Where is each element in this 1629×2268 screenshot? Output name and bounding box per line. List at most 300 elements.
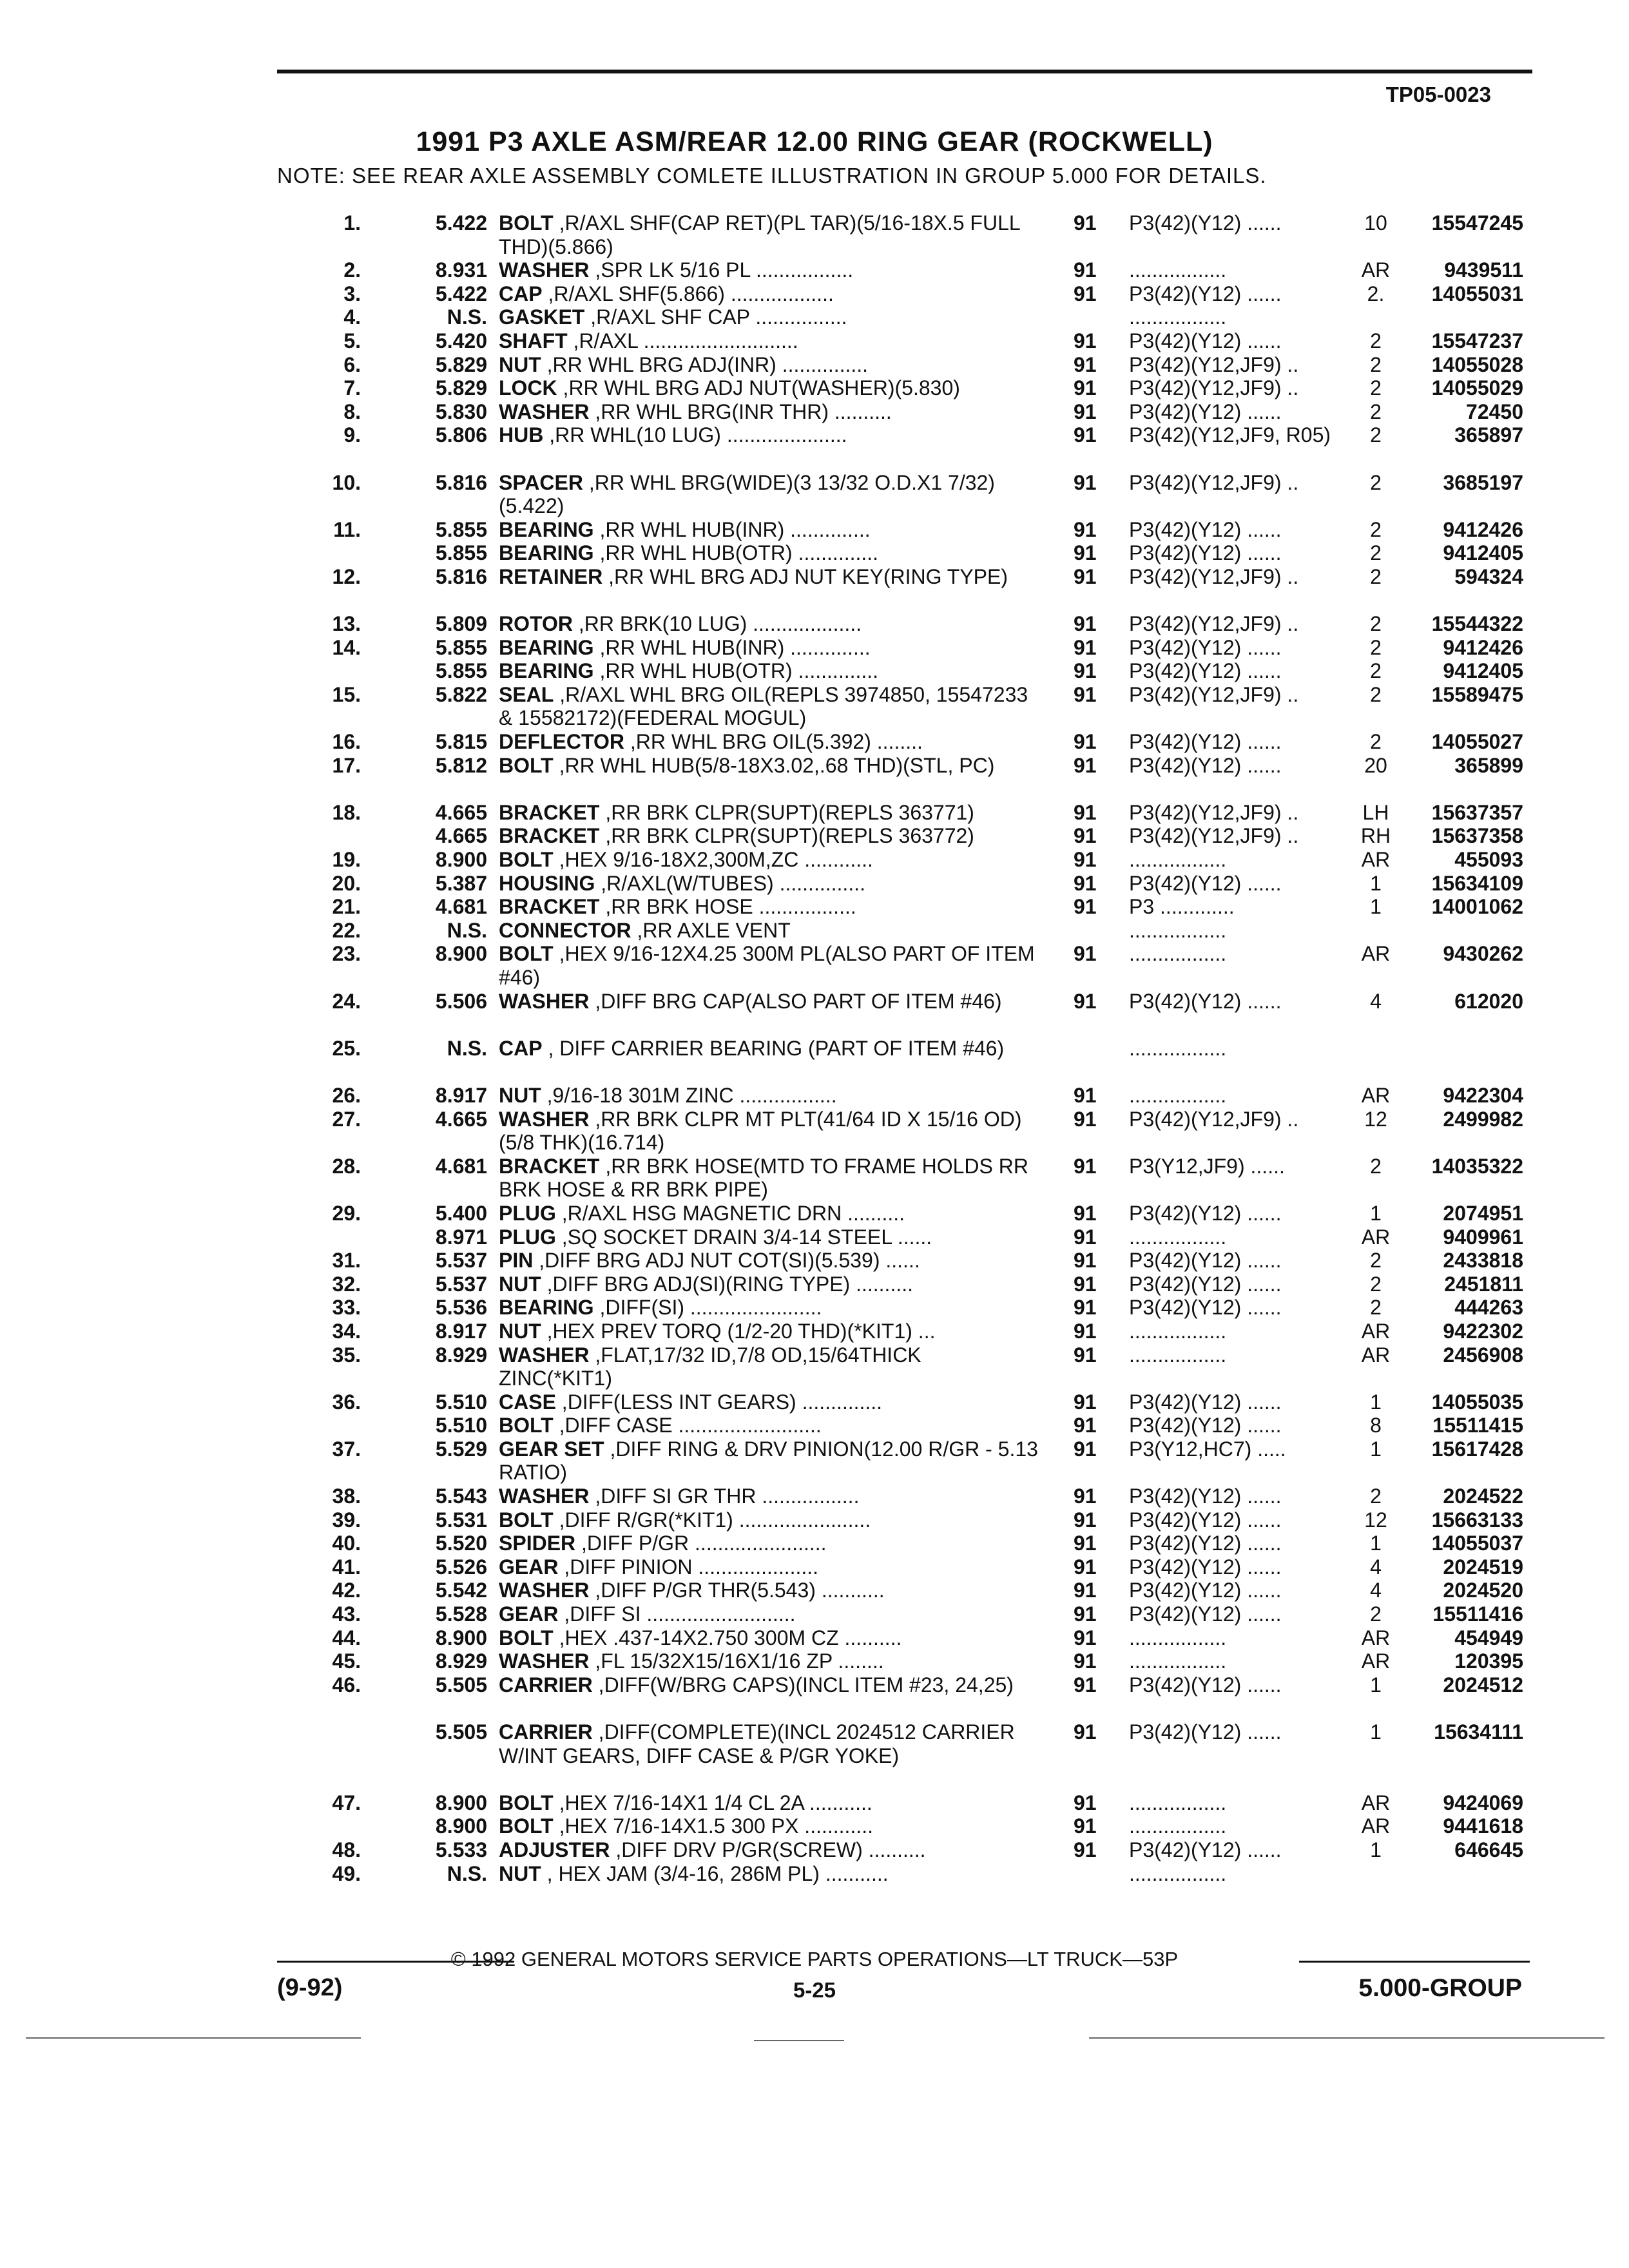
item-number: 28. xyxy=(332,1154,361,1178)
item-number: 29. xyxy=(332,1201,361,1225)
quantity: 2 xyxy=(1370,635,1382,659)
part-name: GEAR xyxy=(499,1602,559,1626)
scan-line xyxy=(26,2037,361,2039)
part-name: BEARING xyxy=(499,517,594,541)
model-year: 91 xyxy=(1074,824,1097,848)
model-year: 91 xyxy=(1074,682,1097,706)
item-number: 35. xyxy=(332,1343,361,1367)
table-row xyxy=(0,282,1629,306)
part-name: SPACER xyxy=(499,470,583,494)
ref-number: 4.665 xyxy=(435,824,487,848)
ref-number: 5.537 xyxy=(435,1249,487,1273)
item-number: 8. xyxy=(343,399,361,423)
part-detail: ,HEX 7/16-14X1.5 300 PX ............ xyxy=(553,1814,873,1838)
part-detail: ,DIFF(LESS INT GEARS) .............. xyxy=(555,1390,883,1414)
item-number: 6. xyxy=(343,352,361,376)
model-year: 91 xyxy=(1074,1508,1097,1532)
item-number: 27. xyxy=(332,1107,361,1131)
ref-number: N.S. xyxy=(447,1036,487,1060)
ref-number: 5.505 xyxy=(435,1720,487,1744)
model-year: 91 xyxy=(1074,1414,1097,1437)
application: ................. xyxy=(1129,1319,1227,1343)
application: P3(42)(Y12,JF9, R05) xyxy=(1129,423,1331,447)
table-row xyxy=(0,1108,1629,1155)
table-row xyxy=(0,1532,1629,1555)
part-name: PIN xyxy=(499,1249,534,1273)
table-row xyxy=(0,1626,1629,1650)
ref-number: 5.510 xyxy=(435,1390,487,1414)
ref-number: 8.900 xyxy=(435,848,487,872)
application: ................. xyxy=(1129,1814,1227,1838)
description xyxy=(499,1273,1040,1296)
part-number: 9412426 xyxy=(1443,517,1523,541)
part-detail: ,HEX 7/16-14X1 1/4 CL 2A ........... xyxy=(553,1791,872,1814)
part-detail: ,HEX 9/16-18X2,300M,ZC ............ xyxy=(553,848,873,872)
application: P3(42)(Y12) ...... xyxy=(1129,1485,1282,1508)
description xyxy=(499,801,1040,825)
application: P3(42)(Y12,JF9) .. xyxy=(1129,800,1299,824)
table-row xyxy=(0,1579,1629,1602)
quantity: AR xyxy=(1361,1649,1391,1673)
table-row xyxy=(0,1390,1629,1414)
table-row xyxy=(0,1838,1629,1862)
description xyxy=(499,1838,1040,1862)
table-row xyxy=(0,683,1629,730)
part-detail: ,DIFF BRG ADJ(SI)(RING TYPE) .......... xyxy=(541,1272,913,1296)
part-name: BEARING xyxy=(499,635,594,659)
quantity: AR xyxy=(1361,1319,1391,1343)
part-detail: ,DIFF P/GR THR(5.543) ........... xyxy=(589,1579,885,1602)
part-number: 9409961 xyxy=(1443,1225,1523,1249)
model-year: 91 xyxy=(1074,258,1097,282)
part-name: WASHER xyxy=(499,258,590,282)
application: P3(42)(Y12) ...... xyxy=(1129,1414,1282,1437)
table-row xyxy=(0,1273,1629,1296)
table-row xyxy=(0,1720,1629,1791)
part-detail: ,DIFF RING & DRV PINION(12.00 R/GR - 5.13 RATIO) xyxy=(499,1437,1038,1485)
parts-list xyxy=(0,211,1629,1885)
ref-number: 5.855 xyxy=(435,635,487,659)
application: ................. xyxy=(1129,1861,1227,1885)
part-detail: ,DIFF(W/BRG CAPS)(INCL ITEM #23, 24,25) xyxy=(592,1673,1014,1696)
table-row xyxy=(0,1555,1629,1579)
table-row xyxy=(0,895,1629,919)
quantity: 2 xyxy=(1370,376,1382,400)
part-number: 15511415 xyxy=(1432,1414,1523,1437)
part-detail: ,RR BRK HOSE(MTD TO FRAME HOLDS RR BRK HOSE & RR BRK PIPE) xyxy=(499,1154,1028,1202)
part-detail: ,R/AXL ........................... xyxy=(567,329,798,352)
table-row xyxy=(0,1602,1629,1626)
table-row xyxy=(0,1084,1629,1108)
ref-number: 5.812 xyxy=(435,753,487,777)
application: ................. xyxy=(1129,1343,1227,1367)
application: P3(42)(Y12) ...... xyxy=(1129,541,1282,565)
ref-number: 8.917 xyxy=(435,1083,487,1107)
quantity: 2 xyxy=(1370,399,1382,423)
part-detail: , DIFF CARRIER BEARING (PART OF ITEM #46) xyxy=(542,1036,1005,1060)
part-name: NUT xyxy=(499,1083,541,1107)
part-number: 120395 xyxy=(1454,1649,1523,1673)
part-detail: ,DIFF BRG ADJ NUT COT(SI)(5.539) ...... xyxy=(533,1249,920,1273)
part-name: CASE xyxy=(499,1390,556,1414)
doc-number: TP05-0023 xyxy=(1385,82,1491,106)
part-number: 612020 xyxy=(1454,989,1523,1013)
description xyxy=(499,872,1040,896)
description xyxy=(499,1414,1040,1437)
ref-number: 5.830 xyxy=(435,399,487,423)
model-year: 91 xyxy=(1074,399,1097,423)
item-number: 7. xyxy=(343,376,361,400)
part-detail: ,RR WHL HUB(5/8-18X3.02,.68 THD)(STL, PC) xyxy=(553,753,995,777)
table-row xyxy=(0,942,1629,989)
application: P3(42)(Y12) ...... xyxy=(1129,1555,1282,1579)
table-row xyxy=(0,801,1629,825)
model-year: 91 xyxy=(1074,282,1097,305)
part-detail: ,DIFF DRV P/GR(SCREW) .......... xyxy=(610,1838,926,1861)
application: P3(42)(Y12,JF9) .. xyxy=(1129,1107,1299,1131)
quantity: 1 xyxy=(1370,1673,1382,1696)
description xyxy=(499,541,1040,565)
item-number: 46. xyxy=(332,1673,361,1696)
item-number: 14. xyxy=(332,635,361,659)
table-row xyxy=(0,1155,1629,1202)
item-number: 41. xyxy=(332,1555,361,1579)
description xyxy=(499,1649,1040,1673)
item-number: 9. xyxy=(343,423,361,447)
model-year: 91 xyxy=(1074,1107,1097,1131)
description xyxy=(499,895,1040,919)
part-number: 9441618 xyxy=(1443,1814,1523,1838)
quantity: AR xyxy=(1361,848,1391,872)
application: P3(42)(Y12) ...... xyxy=(1129,1579,1282,1602)
application: P3(42)(Y12) ...... xyxy=(1129,329,1282,352)
description xyxy=(499,612,1040,636)
ref-number: N.S. xyxy=(447,1861,487,1885)
description xyxy=(499,824,1040,848)
description xyxy=(499,919,1040,943)
description xyxy=(499,305,1040,329)
part-number: 2024519 xyxy=(1443,1555,1523,1579)
part-number: 365899 xyxy=(1454,753,1523,777)
ref-number: 5.537 xyxy=(435,1272,487,1296)
part-name: BEARING xyxy=(499,659,594,683)
model-year: 91 xyxy=(1074,895,1097,919)
application: P3(42)(Y12) ...... xyxy=(1129,517,1282,541)
part-detail: ,RR WHL HUB(OTR) .............. xyxy=(593,659,879,683)
part-number: 15589475 xyxy=(1431,682,1523,706)
table-row xyxy=(0,423,1629,470)
application: ................. xyxy=(1129,848,1227,872)
model-year: 91 xyxy=(1074,1390,1097,1414)
part-name: BRACKET xyxy=(499,800,600,824)
part-detail: ,R/AXL SHF(5.866) .................. xyxy=(542,282,834,305)
model-year: 91 xyxy=(1074,376,1097,400)
part-name: HUB xyxy=(499,423,544,447)
part-detail: ,DIFF SI GR THR ................. xyxy=(589,1485,860,1508)
part-number: 15663133 xyxy=(1431,1508,1523,1532)
quantity: AR xyxy=(1361,1225,1391,1249)
part-detail: ,DIFF CASE ......................... xyxy=(553,1414,822,1437)
ref-number: 8.900 xyxy=(435,1626,487,1649)
scan-line xyxy=(1089,2037,1605,2039)
model-year: 91 xyxy=(1074,1673,1097,1696)
part-name: PLUG xyxy=(499,1225,556,1249)
table-row xyxy=(0,258,1629,282)
description xyxy=(499,1320,1040,1343)
model-year: 91 xyxy=(1074,329,1097,352)
item-number: 1. xyxy=(343,211,361,235)
footer-page-number: 5-25 xyxy=(793,1978,836,2002)
quantity: 2 xyxy=(1370,730,1382,754)
description xyxy=(499,942,1040,989)
table-row xyxy=(0,1202,1629,1225)
quantity: LH xyxy=(1362,800,1389,824)
description xyxy=(499,423,1040,447)
item-number: 12. xyxy=(332,564,361,588)
quantity: 2 xyxy=(1370,1296,1382,1320)
quantity: AR xyxy=(1361,1626,1391,1649)
quantity: 12 xyxy=(1364,1508,1387,1532)
part-detail: ,HEX PREV TORQ (1/2-20 THD)(*KIT1) ... xyxy=(541,1319,936,1343)
description xyxy=(499,1155,1040,1202)
quantity: 1 xyxy=(1370,1201,1382,1225)
ref-number: 4.665 xyxy=(435,1107,487,1131)
application: P3(42)(Y12) ...... xyxy=(1129,1272,1282,1296)
ref-number: 5.531 xyxy=(435,1508,487,1532)
part-number: 9422302 xyxy=(1443,1319,1523,1343)
item-number: 11. xyxy=(333,517,361,541)
item-number: 48. xyxy=(332,1838,361,1861)
application: P3(42)(Y12) ...... xyxy=(1129,1390,1282,1414)
part-number: 14055029 xyxy=(1431,376,1523,400)
application: P3(42)(Y12,JF9) .. xyxy=(1129,376,1299,400)
model-year: 91 xyxy=(1074,1296,1097,1320)
part-number: 2451811 xyxy=(1444,1272,1523,1296)
ref-number: 5.520 xyxy=(435,1532,487,1555)
part-name: RETAINER xyxy=(499,564,603,588)
item-number: 44. xyxy=(332,1626,361,1649)
part-detail: ,DIFF(SI) ....................... xyxy=(593,1296,822,1320)
part-detail: ,R/AXL SHF CAP ................ xyxy=(584,305,847,329)
quantity: 2 xyxy=(1370,682,1382,706)
part-detail: ,RR WHL BRG OIL(5.392) ........ xyxy=(624,730,923,754)
description xyxy=(499,1508,1040,1532)
part-name: BRACKET xyxy=(499,824,600,848)
footer-group: 5.000-GROUP xyxy=(1358,1974,1522,2002)
quantity: 2 xyxy=(1370,1602,1382,1626)
quantity: AR xyxy=(1361,1814,1391,1838)
quantity: 1 xyxy=(1370,1437,1382,1461)
application: P3(42)(Y12,JF9) .. xyxy=(1129,470,1299,494)
part-number: 444263 xyxy=(1454,1296,1523,1320)
table-row xyxy=(0,1037,1629,1084)
part-name: SEAL xyxy=(499,682,554,706)
part-name: ROTOR xyxy=(499,612,573,636)
model-year: 91 xyxy=(1074,1225,1097,1249)
part-number: 15544322 xyxy=(1431,612,1523,636)
model-year: 91 xyxy=(1074,1838,1097,1861)
table-row xyxy=(0,400,1629,424)
ref-number: 8.931 xyxy=(435,258,487,282)
part-detail: ,R/AXL SHF(CAP RET)(PL TAR)(5/16-18X.5 FULL THD)(5.866) xyxy=(499,211,1020,258)
description xyxy=(499,1626,1040,1650)
ref-number: 5.420 xyxy=(435,329,487,352)
table-row xyxy=(0,1649,1629,1673)
item-number: 18. xyxy=(332,800,361,824)
quantity: 2 xyxy=(1370,659,1382,683)
description xyxy=(499,1555,1040,1579)
item-number: 2. xyxy=(343,258,361,282)
part-number: 14055027 xyxy=(1431,730,1523,754)
part-name: NUT xyxy=(499,1319,541,1343)
model-year: 91 xyxy=(1074,989,1097,1013)
ref-number: 5.533 xyxy=(435,1838,487,1861)
part-number: 2433818 xyxy=(1443,1249,1523,1273)
ref-number: 5.506 xyxy=(435,989,487,1013)
table-row xyxy=(0,1249,1629,1273)
part-name: WASHER xyxy=(499,1485,590,1508)
item-number: 25. xyxy=(332,1036,361,1060)
application: P3(42)(Y12) ...... xyxy=(1129,1508,1282,1532)
table-row xyxy=(0,612,1629,636)
application: P3(42)(Y12,JF9) .. xyxy=(1129,824,1299,848)
table-row xyxy=(0,1320,1629,1343)
model-year: 91 xyxy=(1074,541,1097,565)
application: P3(42)(Y12) ...... xyxy=(1129,282,1282,305)
ref-number: 5.809 xyxy=(435,612,487,636)
part-number: 15637357 xyxy=(1431,800,1523,824)
ref-number: 5.829 xyxy=(435,376,487,400)
description xyxy=(499,1390,1040,1414)
description xyxy=(499,329,1040,353)
item-number: 39. xyxy=(332,1508,361,1532)
part-detail: ,RR BRK(10 LUG) ................... xyxy=(572,612,862,636)
model-year: 91 xyxy=(1074,1720,1097,1744)
part-number: 2074951 xyxy=(1443,1201,1523,1225)
part-number: 15617428 xyxy=(1431,1437,1523,1461)
application: ................. xyxy=(1129,1036,1227,1060)
item-number: 31. xyxy=(332,1249,361,1273)
ref-number: 5.829 xyxy=(435,352,487,376)
part-number: 15634109 xyxy=(1431,871,1523,895)
application: ................. xyxy=(1129,942,1227,966)
quantity: 2 xyxy=(1370,470,1382,494)
quantity: 2 xyxy=(1370,517,1382,541)
table-row xyxy=(0,1437,1629,1485)
part-name: BEARING xyxy=(499,541,594,565)
table-row xyxy=(0,305,1629,329)
table-row xyxy=(0,518,1629,542)
model-year: 91 xyxy=(1074,1485,1097,1508)
table-row xyxy=(0,1814,1629,1838)
part-number: 9412426 xyxy=(1443,635,1523,659)
part-detail: ,DIFF R/GR(*KIT1) ....................... xyxy=(553,1508,871,1532)
item-number: 32. xyxy=(332,1272,361,1296)
application: P3(42)(Y12) ...... xyxy=(1129,635,1282,659)
item-number: 20. xyxy=(332,871,361,895)
description xyxy=(499,659,1040,683)
ref-number: N.S. xyxy=(447,305,487,329)
part-number: 9430262 xyxy=(1443,942,1523,966)
part-number: 646645 xyxy=(1454,1838,1523,1861)
part-detail: ,RR WHL HUB(OTR) .............. xyxy=(593,541,879,565)
part-detail: ,RR WHL BRG ADJ NUT(WASHER)(5.830) xyxy=(557,376,960,400)
model-year: 91 xyxy=(1074,1319,1097,1343)
description xyxy=(499,282,1040,306)
part-name: WASHER xyxy=(499,399,590,423)
part-detail: ,SQ SOCKET DRAIN 3/4-14 STEEL ...... xyxy=(555,1225,932,1249)
part-number: 9424069 xyxy=(1443,1791,1523,1814)
description xyxy=(499,565,1040,589)
part-detail: ,RR BRK CLPR(SUPT)(REPLS 363771) xyxy=(599,800,974,824)
model-year: 91 xyxy=(1074,1083,1097,1107)
application: P3(42)(Y12) ...... xyxy=(1129,989,1282,1013)
scan-line xyxy=(754,2040,844,2041)
application: P3(42)(Y12) ...... xyxy=(1129,1532,1282,1555)
item-number: 37. xyxy=(332,1437,361,1461)
quantity: 1 xyxy=(1370,1720,1382,1744)
description xyxy=(499,376,1040,400)
description xyxy=(499,1673,1040,1697)
part-name: CONNECTOR xyxy=(499,918,631,942)
description xyxy=(499,518,1040,542)
table-row xyxy=(0,1673,1629,1720)
part-number: 9439511 xyxy=(1444,258,1523,282)
part-name: BOLT xyxy=(499,1626,554,1649)
table-row xyxy=(0,990,1629,1037)
item-number: 34. xyxy=(332,1319,361,1343)
part-name: BOLT xyxy=(499,848,554,872)
ref-number: 5.855 xyxy=(435,659,487,683)
ref-number: 5.806 xyxy=(435,423,487,447)
item-number: 22. xyxy=(332,918,361,942)
quantity: RH xyxy=(1360,824,1391,848)
quantity: 12 xyxy=(1364,1107,1387,1131)
table-row xyxy=(0,754,1629,801)
part-number: 3685197 xyxy=(1443,470,1523,494)
ref-number: 5.816 xyxy=(435,470,487,494)
description xyxy=(499,990,1040,1014)
table-row xyxy=(0,1343,1629,1390)
application: P3(42)(Y12) ...... xyxy=(1129,399,1282,423)
part-number: 15634111 xyxy=(1434,1720,1523,1744)
application: ................. xyxy=(1129,1626,1227,1649)
description xyxy=(499,754,1040,778)
application: ................. xyxy=(1129,1791,1227,1814)
part-detail: ,HEX .437-14X2.750 300M CZ .......... xyxy=(553,1626,902,1649)
model-year: 91 xyxy=(1074,423,1097,447)
quantity: 4 xyxy=(1370,1555,1382,1579)
part-number: 2024520 xyxy=(1443,1579,1523,1602)
part-detail: ,RR WHL HUB(INR) .............. xyxy=(593,517,871,541)
quantity: 2 xyxy=(1370,541,1382,565)
ref-number: 5.536 xyxy=(435,1296,487,1320)
application: ................. xyxy=(1129,305,1227,329)
application: P3(42)(Y12) ...... xyxy=(1129,871,1282,895)
part-name: NUT xyxy=(499,1272,541,1296)
part-number: 365897 xyxy=(1454,423,1523,447)
part-detail: ,DIFF BRG CAP(ALSO PART OF ITEM #46) xyxy=(589,989,1002,1013)
description xyxy=(499,400,1040,424)
description xyxy=(499,1485,1040,1508)
table-row xyxy=(0,1791,1629,1815)
item-number: 47. xyxy=(332,1791,361,1814)
table-row xyxy=(0,376,1629,400)
model-year: 91 xyxy=(1074,1437,1097,1461)
table-row xyxy=(0,211,1629,258)
ref-number: 5.387 xyxy=(435,871,487,895)
table-row xyxy=(0,471,1629,518)
